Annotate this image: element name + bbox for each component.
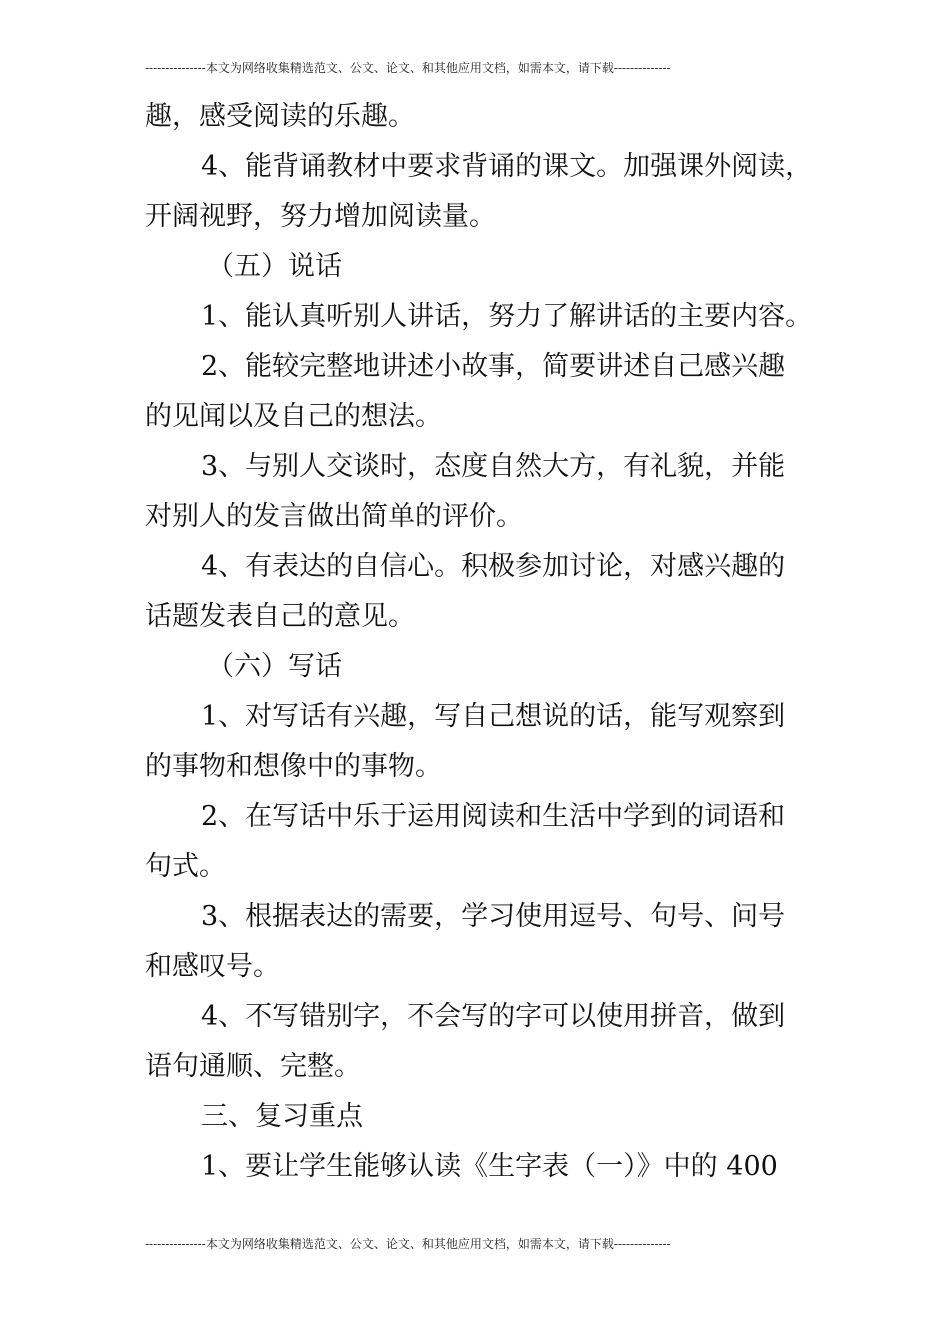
text-line: 2、能较完整地讲述小故事，简要讲述自己感兴趣 — [201, 351, 786, 382]
page-header: ---------------本文为网络收集精选范文、公文、论文、和其他应用文档，如需本文，请下载-------------- — [145, 61, 671, 75]
text-line: 3、与别人交谈时，态度自然大方，有礼貌，并能 — [201, 451, 786, 482]
text-line: 话题发表自己的意见。 — [145, 601, 415, 632]
section-heading: （五）说话 — [207, 251, 342, 282]
text-line: 语句通顺、完整。 — [145, 1051, 361, 1082]
text-line: 4、不写错别字，不会写的字可以使用拼音，做到 — [201, 1001, 786, 1032]
text-line: 2、在写话中乐于运用阅读和生活中学到的词语和 — [201, 801, 786, 832]
text-line: 4、能背诵教材中要求背诵的课文。加强课外阅读， — [201, 151, 813, 182]
text-line: 1、能认真听别人讲话，努力了解讲话的主要内容。 — [201, 301, 813, 332]
text-line: 3、根据表达的需要，学习使用逗号、句号、问号 — [201, 901, 786, 932]
document-body — [145, 92, 815, 1192]
text-line: 对别人的发言做出简单的评价。 — [145, 501, 523, 532]
text-line: 开阔视野，努力增加阅读量。 — [145, 201, 496, 232]
text-line: 4、有表达的自信心。积极参加讨论，对感兴趣的 — [201, 551, 786, 582]
text-line: 1、要让学生能够认读《生字表（一）》中的 400 — [201, 1151, 778, 1182]
section-heading: （六）写话 — [207, 651, 342, 682]
text-line: 的事物和想像中的事物。 — [145, 751, 442, 782]
text-line: 的见闻以及自己的想法。 — [145, 401, 442, 432]
page-footer: ---------------本文为网络收集精选范文、公文、论文、和其他应用文档，如需本文，请下载-------------- — [145, 1237, 671, 1251]
section-heading: 三、复习重点 — [201, 1101, 363, 1132]
text-line: 句式。 — [145, 851, 226, 882]
text-line: 1、对写话有兴趣，写自己想说的话，能写观察到 — [201, 701, 786, 732]
text-line: 和感叹号。 — [145, 951, 280, 982]
text-line: 趣，感受阅读的乐趣。 — [145, 101, 415, 132]
